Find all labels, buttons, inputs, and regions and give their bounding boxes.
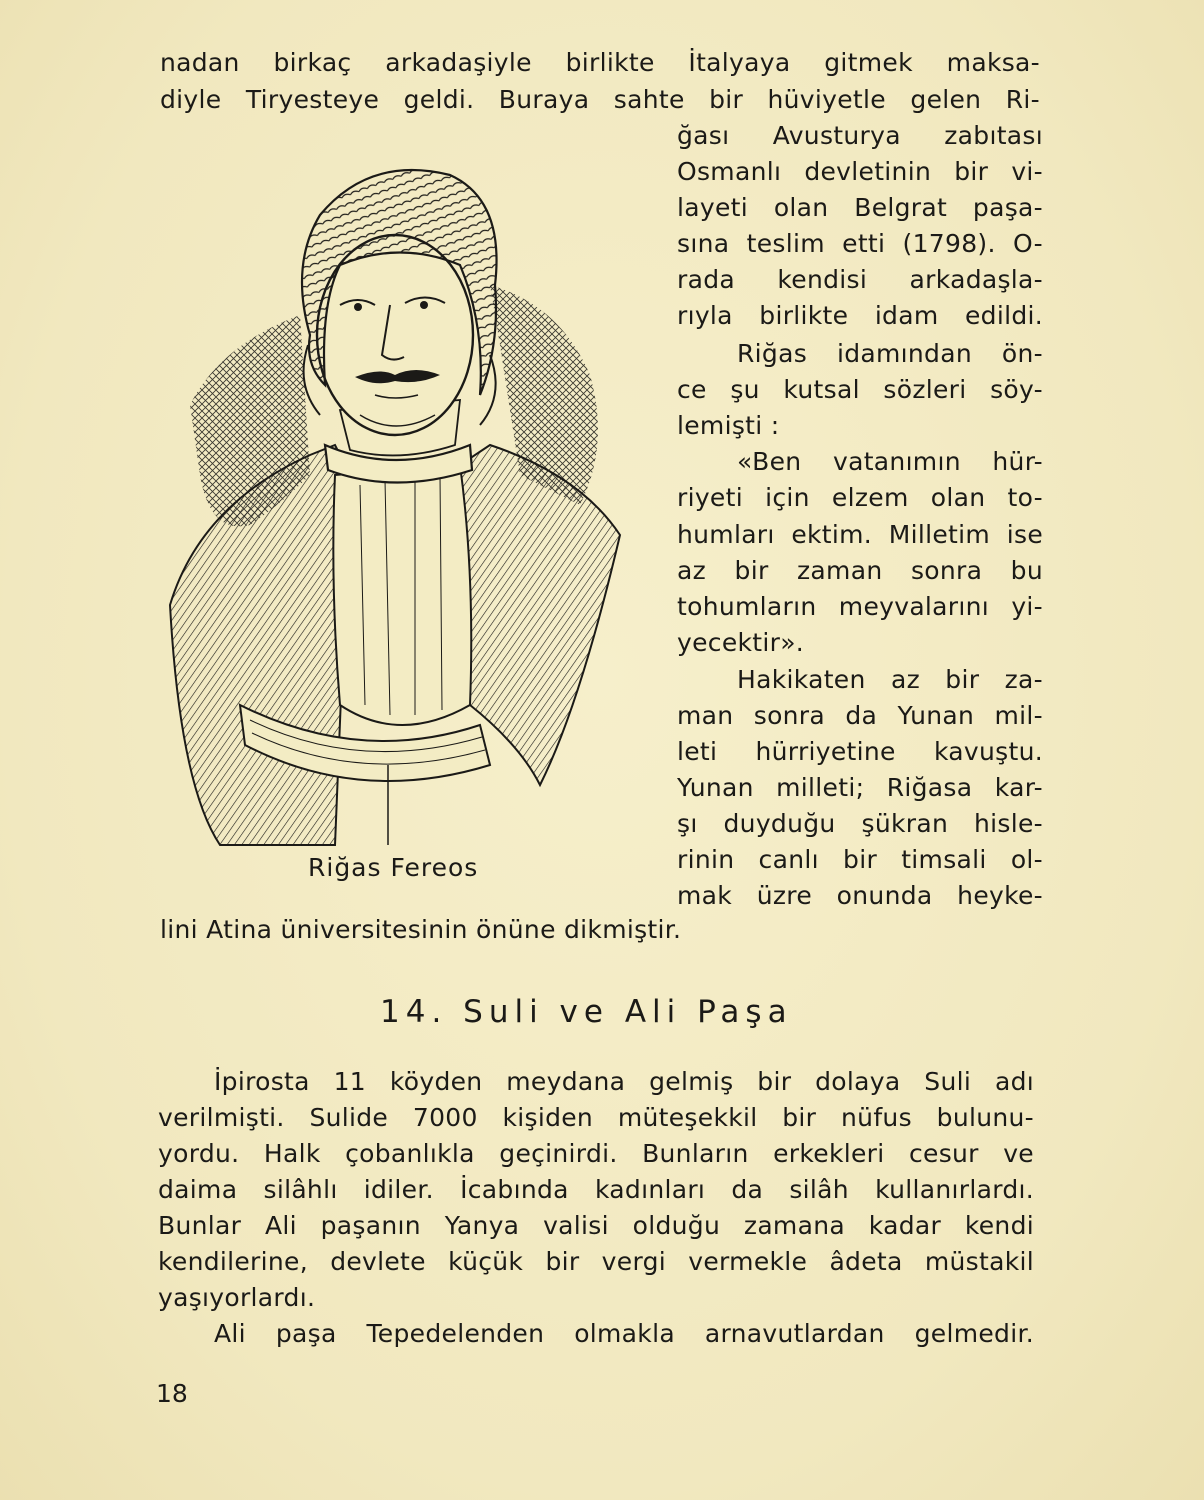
text-line: rıyla birlikte idam edildi. bbox=[677, 301, 1043, 330]
text-line: riyeti için elzem olan to- bbox=[677, 483, 1043, 512]
text-line: lemişti : bbox=[677, 411, 780, 440]
text-line: Ali paşa Tepedelenden olmakla arnavutlardan gelmedir. bbox=[214, 1319, 1034, 1348]
text-line: Riğas idamından ön- bbox=[737, 339, 1043, 368]
text-line: rinin canlı bir timsali ol- bbox=[677, 845, 1043, 874]
page-number: 18 bbox=[156, 1379, 188, 1408]
text-line: İpirosta 11 köyden meydana gelmiş bir dolaya Suli adı bbox=[214, 1067, 1034, 1096]
text-line: az bir zaman sonra bu bbox=[677, 556, 1043, 585]
text-line: Yunan milleti; Riğasa kar- bbox=[677, 773, 1043, 802]
text-line: ce şu kutsal sözleri söy- bbox=[677, 375, 1043, 404]
text-line: yaşıyorlardı. bbox=[158, 1283, 316, 1312]
text-line: man sonra da Yunan mil- bbox=[677, 701, 1043, 730]
text-line: leti hürriyetine kavuştu. bbox=[677, 737, 1043, 766]
text-line: diyle Tiryesteye geldi. Buraya sahte bir hüviyetle gelen Ri- bbox=[160, 85, 1040, 114]
text-line: tohumların meyvalarını yi- bbox=[677, 592, 1043, 621]
text-line: sına teslim etti (1798). O- bbox=[677, 229, 1043, 258]
text-line: lini Atina üniversitesinin önüne dikmiştir. bbox=[160, 915, 682, 944]
text-line: humları ektim. Milletim ise bbox=[677, 520, 1043, 549]
text-line: daima silâhlı idiler. İcabında kadınları da silâh kullanırlardı. bbox=[158, 1175, 1034, 1204]
text-line: Bunlar Ali paşanın Yanya valisi olduğu zamana kadar kendi bbox=[158, 1211, 1034, 1240]
text-line: «Ben vatanımın hür- bbox=[737, 447, 1043, 476]
portrait-illustration bbox=[160, 145, 660, 850]
text-line: Osmanlı devletinin bir vi- bbox=[677, 157, 1043, 186]
text-line: yordu. Halk çobanlıkla geçinirdi. Bunların erkekleri cesur ve bbox=[158, 1139, 1034, 1168]
text-line: nadan birkaç arkadaşiyle birlikte İtalyaya gitmek maksa- bbox=[160, 48, 1040, 77]
text-line: mak üzre onunda heyke- bbox=[677, 881, 1043, 910]
text-line: şı duyduğu şükran hisle- bbox=[677, 809, 1043, 838]
figure-caption: Riğas Fereos bbox=[308, 853, 479, 882]
text-line: ğası Avusturya zabıtası bbox=[677, 121, 1043, 150]
text-line: rada kendisi arkadaşla- bbox=[677, 265, 1043, 294]
text-line: kendilerine, devlete küçük bir vergi vermekle âdeta müstakil bbox=[158, 1247, 1034, 1276]
text-line: Hakikaten az bir za- bbox=[737, 665, 1043, 694]
text-line: layeti olan Belgrat paşa- bbox=[677, 193, 1043, 222]
section-title: 14. Suli ve Ali Paşa bbox=[380, 994, 793, 1030]
text-line: verilmişti. Sulide 7000 kişiden müteşekkil bir nüfus bulunu- bbox=[158, 1103, 1034, 1132]
text-line: yecektir». bbox=[677, 628, 805, 657]
